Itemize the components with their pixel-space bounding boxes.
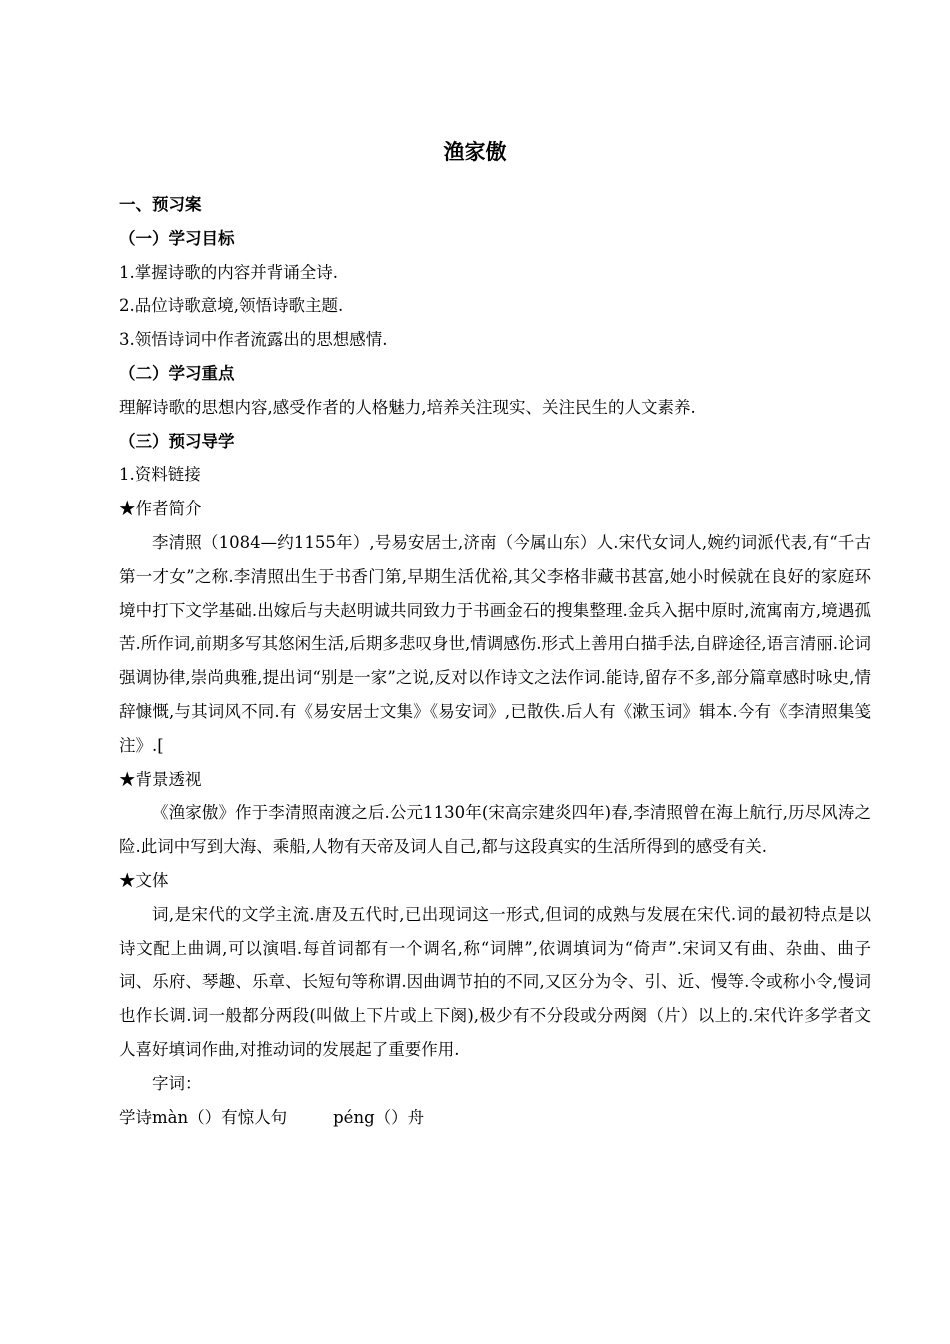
words-exercise-part1: 学诗màn（）有惊人句 xyxy=(119,1107,288,1127)
background-text: 《渔家傲》作于李清照南渡之后.公元1130年(宋高宗建炎四年)春,李清照曾在海上航行,历尽风涛之险.此词中写到大海、乘船,人物有天帝及词人自己,都与这段真实的生活所得到的感受有关. xyxy=(119,803,871,857)
genre-text: 词,是宋代的文学主流.唐及五代时,已出现词这一形式,但词的成熟与发展在宋代.词的最初特点是以诗文配上曲调,可以演唱.每首词都有一个调名,称“词牌”,依调填词为“倚声”.宋词又有曲、杂曲、曲子词、乐府、琴趣、乐章、长短句等称谓.因曲调节拍的不同,又区分为令、引、近、慢等.令或称小令,慢词也作长调.词一般都分两段(叫做上下片或上下阕),极少有不分段或分两阕（片）以上的.宋代许多学者文人喜好填词作曲,对推动词的发展起了重要作用. xyxy=(119,904,871,1059)
author-intro-label: ★作者简介 xyxy=(119,499,202,519)
genre-label: ★文体 xyxy=(119,870,169,890)
background-label: ★背景透视 xyxy=(119,769,202,789)
goal-item-1: 1.掌握诗歌的内容并背诵全诗. xyxy=(119,262,338,282)
words-label: 字词： xyxy=(152,1073,202,1093)
subheading-goals: （一）学习目标 xyxy=(119,228,235,248)
guide-item-materials: 1.资料链接 xyxy=(119,465,201,485)
subheading-focus: （二）学习重点 xyxy=(119,363,235,383)
document-title: 渔家傲 xyxy=(443,140,507,164)
section-heading-preview: 一、预习案 xyxy=(119,195,202,214)
subheading-guide: （三）预习导学 xyxy=(119,431,235,451)
document-body xyxy=(119,188,871,1134)
focus-text: 理解诗歌的思想内容,感受作者的人格魅力,培养关注现实、关注民生的人文素养. xyxy=(119,397,696,417)
words-exercise-part2: péng（）舟 xyxy=(333,1107,425,1127)
words-exercise-line xyxy=(119,1101,871,1135)
author-intro-text: 李清照（1084—约1155年）,号易安居士,济南（今属山东）人.宋代女词人,婉约词派代表,有“千古第一才女”之称.李清照出生于书香门第,早期生活优裕,其父李格非藏书甚富,她小时候就在良好的家庭环境中打下文学基础.出嫁后与夫赵明诚共同致力于书画金石的搜集整理.金兵入据中原时,流寓南方,境遇孤苦.所作词,前期多写其悠闲生活,后期多悲叹身世,情调感伤.形式上善用白描手法,自辟途径,语言清丽.论词强调协律,崇尚典雅,提出词“别是一家”之说,反对以作诗文之法作词.能诗,留存不多,部分篇章感时咏史,情辞慷慨,与其词风不同.有《易安居士文集》《易安词》,已散佚.后人有《漱玉词》辑本.今有《李清照集笺注》.[ xyxy=(119,532,871,755)
goal-item-2: 2.品位诗歌意境,领悟诗歌主题. xyxy=(119,296,344,316)
goal-item-3: 3.领悟诗词中作者流露出的思想感情. xyxy=(119,330,388,350)
